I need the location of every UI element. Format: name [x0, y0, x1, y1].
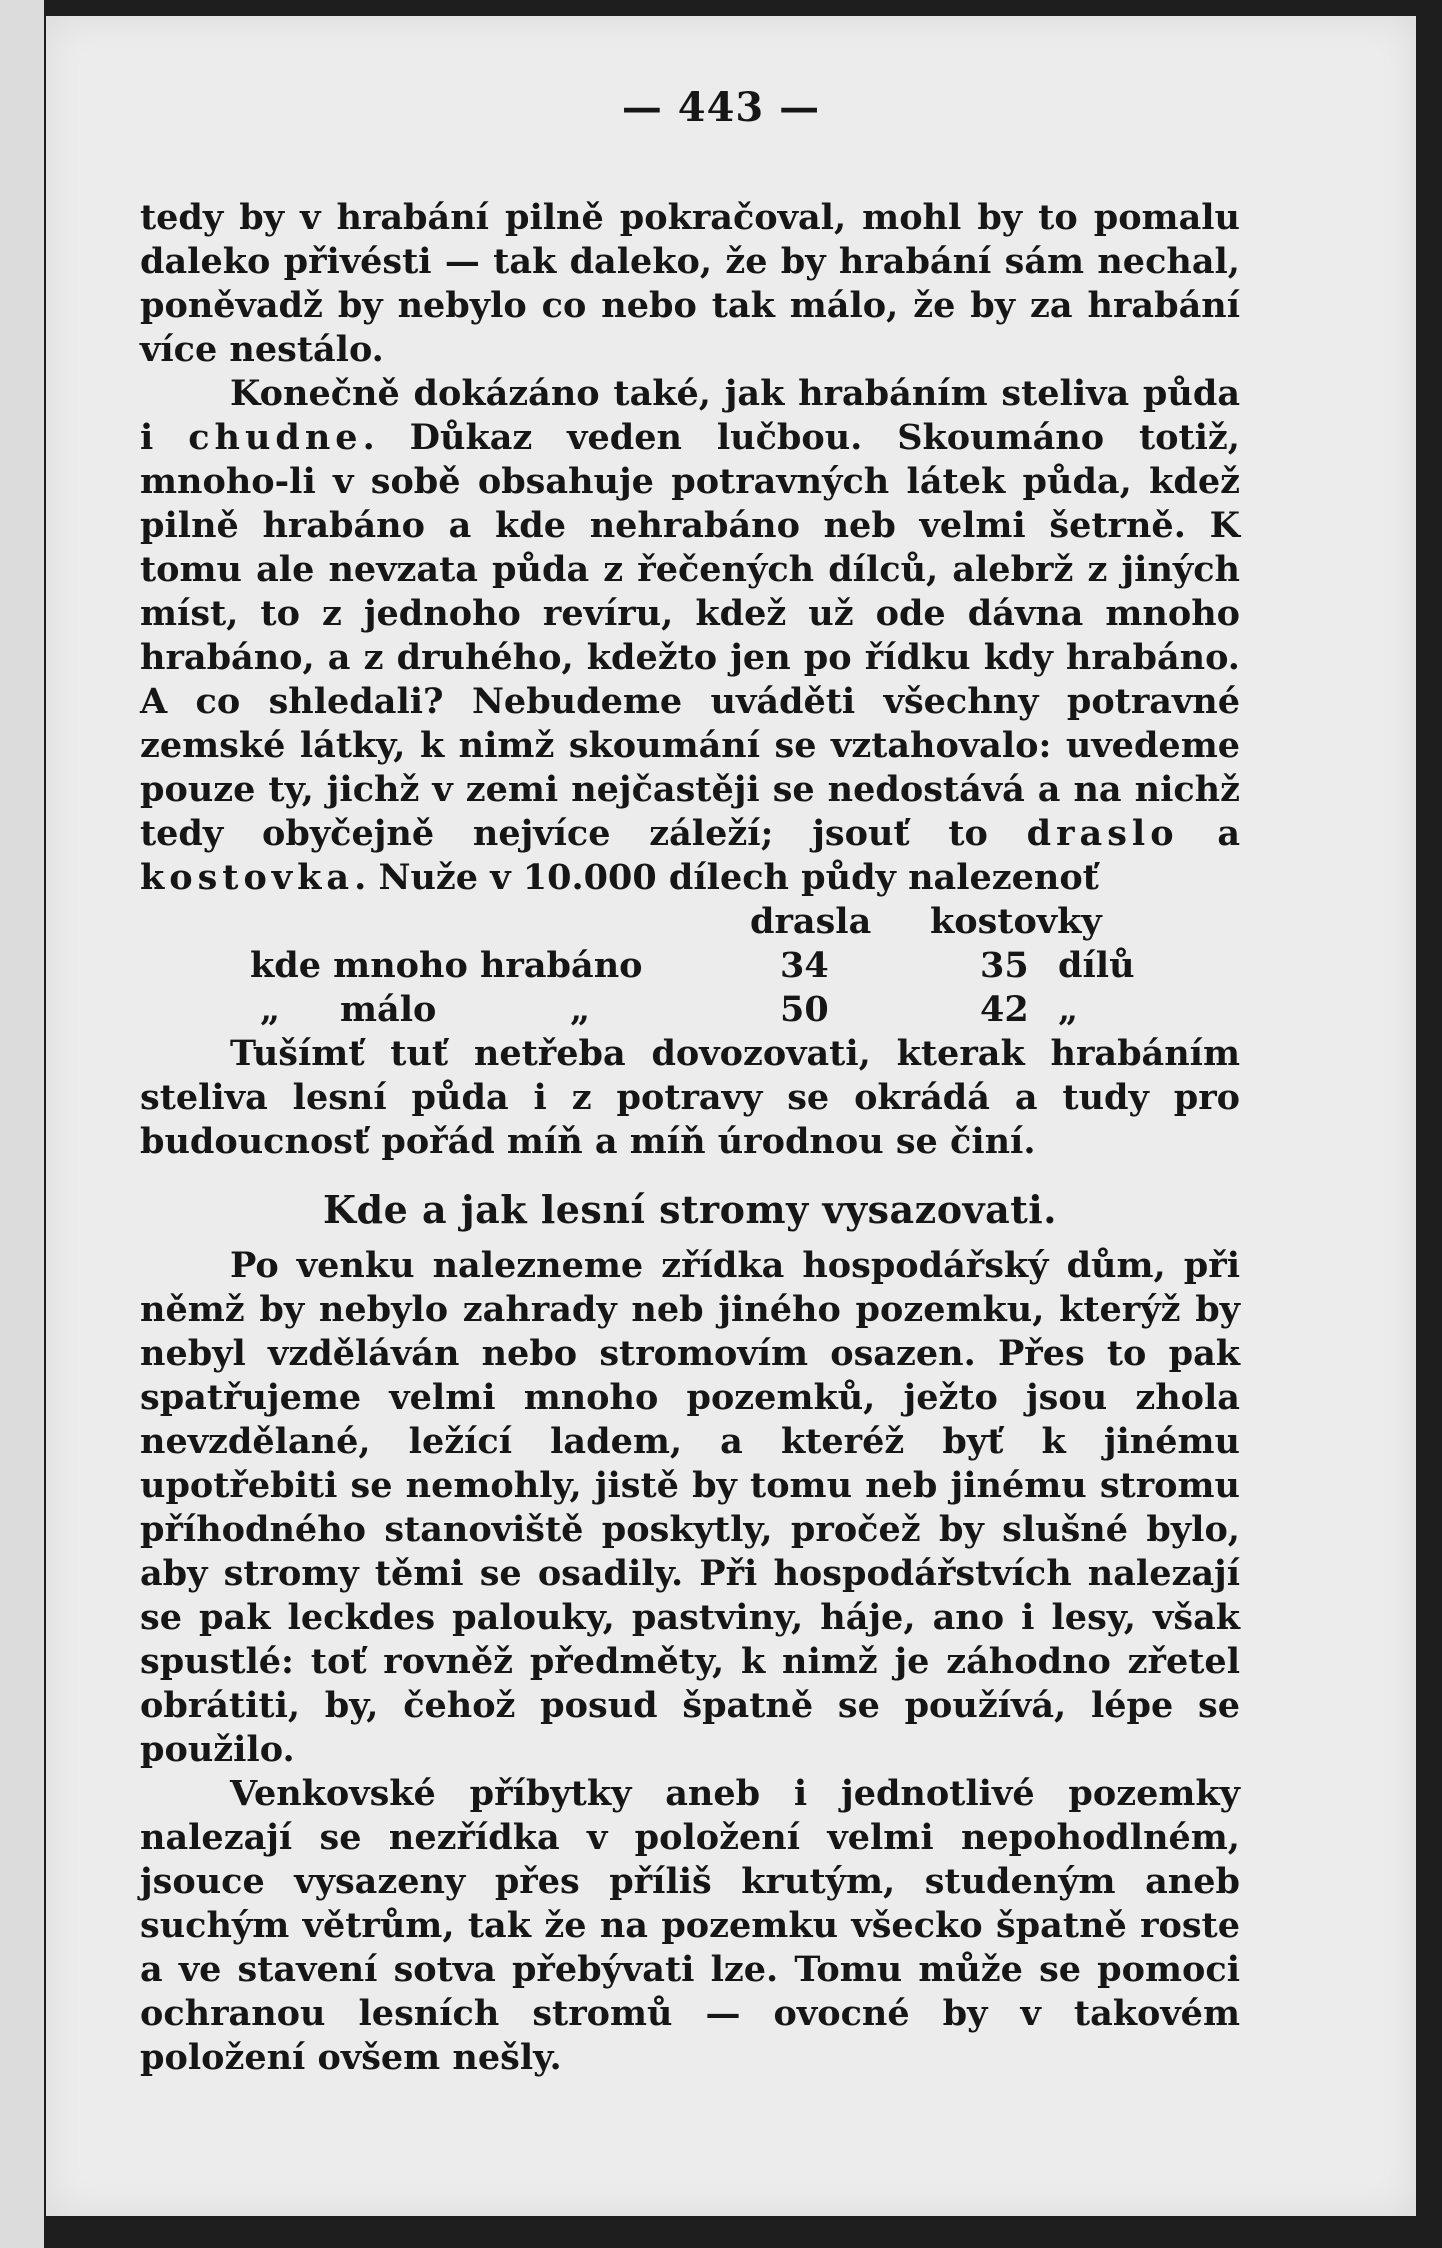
p2-text-b: . Důkaz veden lučbou. Skoumáno totiž, mnoho-li v sobě obsahuje potravných látek půda, kdež pilně hrabáno a kde nehrabáno neb velmi šetrně. K tomu ale nevzata půda z řečených dílců, alebrž z jiných míst, to z jednoho revíru, kdež už ode dávna mnoho hrabáno, a z druhého, kdežto jen po řídku kdy hrabáno. A co shledali? Nebudeme uváděti všechny potravné zemské látky, k nimž skoumání se vztahovalo: uvedeme pouze ty, jichž v zemi nejčastěji se nedostává a na nichž tedy obyčejně nejvíce záleží; jsouť to	[140, 417, 1240, 854]
analysis-table	[140, 900, 1240, 1032]
row-label: kde mnoho hrabáno	[250, 945, 643, 986]
page-number: — 443 —	[621, 84, 821, 131]
table-header-kostovky: kostovky	[930, 901, 1102, 942]
p2-text-a: Konečně dokázáno také, jak hrabáním steliva půda i	[140, 373, 1240, 458]
row-label-ditto: „	[570, 989, 591, 1030]
p2-text-c: . Nuže v 10.000 dílech půdy nalezenoť	[354, 857, 1099, 898]
adjacent-page-edge	[0, 0, 44, 2248]
paragraph-continuation: tedy by v hrabání pilně pokračoval, mohl by to pomalu daleko přivésti — tak daleko, že by hrabání sám nechal, poněvadž by nebylo co nebo tak málo, že by za hrabání více nestálo.	[140, 197, 1240, 370]
row-label-ditto: „	[260, 989, 281, 1030]
cell-drasla: 50	[780, 989, 829, 1030]
table-row	[140, 988, 1240, 1032]
emphasis-draslo: draslo	[1026, 813, 1179, 854]
cell-unit: „	[1058, 989, 1079, 1030]
paragraph-section-1: Po venku nalezneme zřídka hospodářský dům, při němž by nebylo zahrady neb jiného pozemku, kterýž by nebyl vzděláván nebo stromovím osazen. Přes to pak spatřujeme velmi mnoho pozemků, ježto jsou zhola nevzdělané, ležící ladem, a kteréž byť k jinému upotřebiti se nemohly, jistě by tomu neb jinému stromu příhodného stanoviště poskytly, pročež by slušné bylo, aby stromy těmi se osadily. Při hospodářstvích nalezají se pak leckdes palouky, pastviny, háje, ano i lesy, však spustlé: toť rovněž předměty, k nimž je záhodno zřetel obrátiti, by, čehož posud špatně se používá, lépe se použilo.	[140, 1245, 1240, 1770]
table-header-drasla: drasla	[750, 901, 872, 942]
paragraph-summary: Tušímť tuť netřeba dovozovati, kterak hrabáním steliva lesní půda i z potravy se okrádá a tudy pro budoucnosť pořád míň a míň úrodnou se činí.	[140, 1033, 1240, 1162]
cell-kostovky: 42	[980, 989, 1029, 1030]
paragraph-conclusion	[140, 372, 1240, 900]
row-label: málo	[340, 989, 437, 1030]
section-heading: Kde a jak lesní stromy vysazovati.	[323, 1187, 1057, 1232]
cell-kostovky: 35	[980, 945, 1029, 986]
paragraph-section-2: Venkovské příbytky aneb i jednotlivé pozemky nalezají se nezřídka v položení velmi nepohodlném, jsouce vysazeny přes příliš krutým, studeným aneb suchým větrům, tak že na pozemku všecko špatně roste a ve stavení sotva přebývati lze. Tomu může se pomoci ochranou lesních stromů — ovocné by v takovém položení ovšem nešly.	[140, 1773, 1240, 2078]
table-row	[140, 944, 1240, 988]
cell-drasla: 34	[780, 945, 829, 986]
emphasis-chudne: chudne	[188, 417, 363, 458]
page-body	[140, 196, 1240, 2080]
table-header-row	[140, 900, 1240, 944]
p2-and: a	[1178, 813, 1240, 854]
emphasis-kostovka: kostovka	[140, 857, 355, 898]
cell-unit: dílů	[1058, 945, 1135, 986]
